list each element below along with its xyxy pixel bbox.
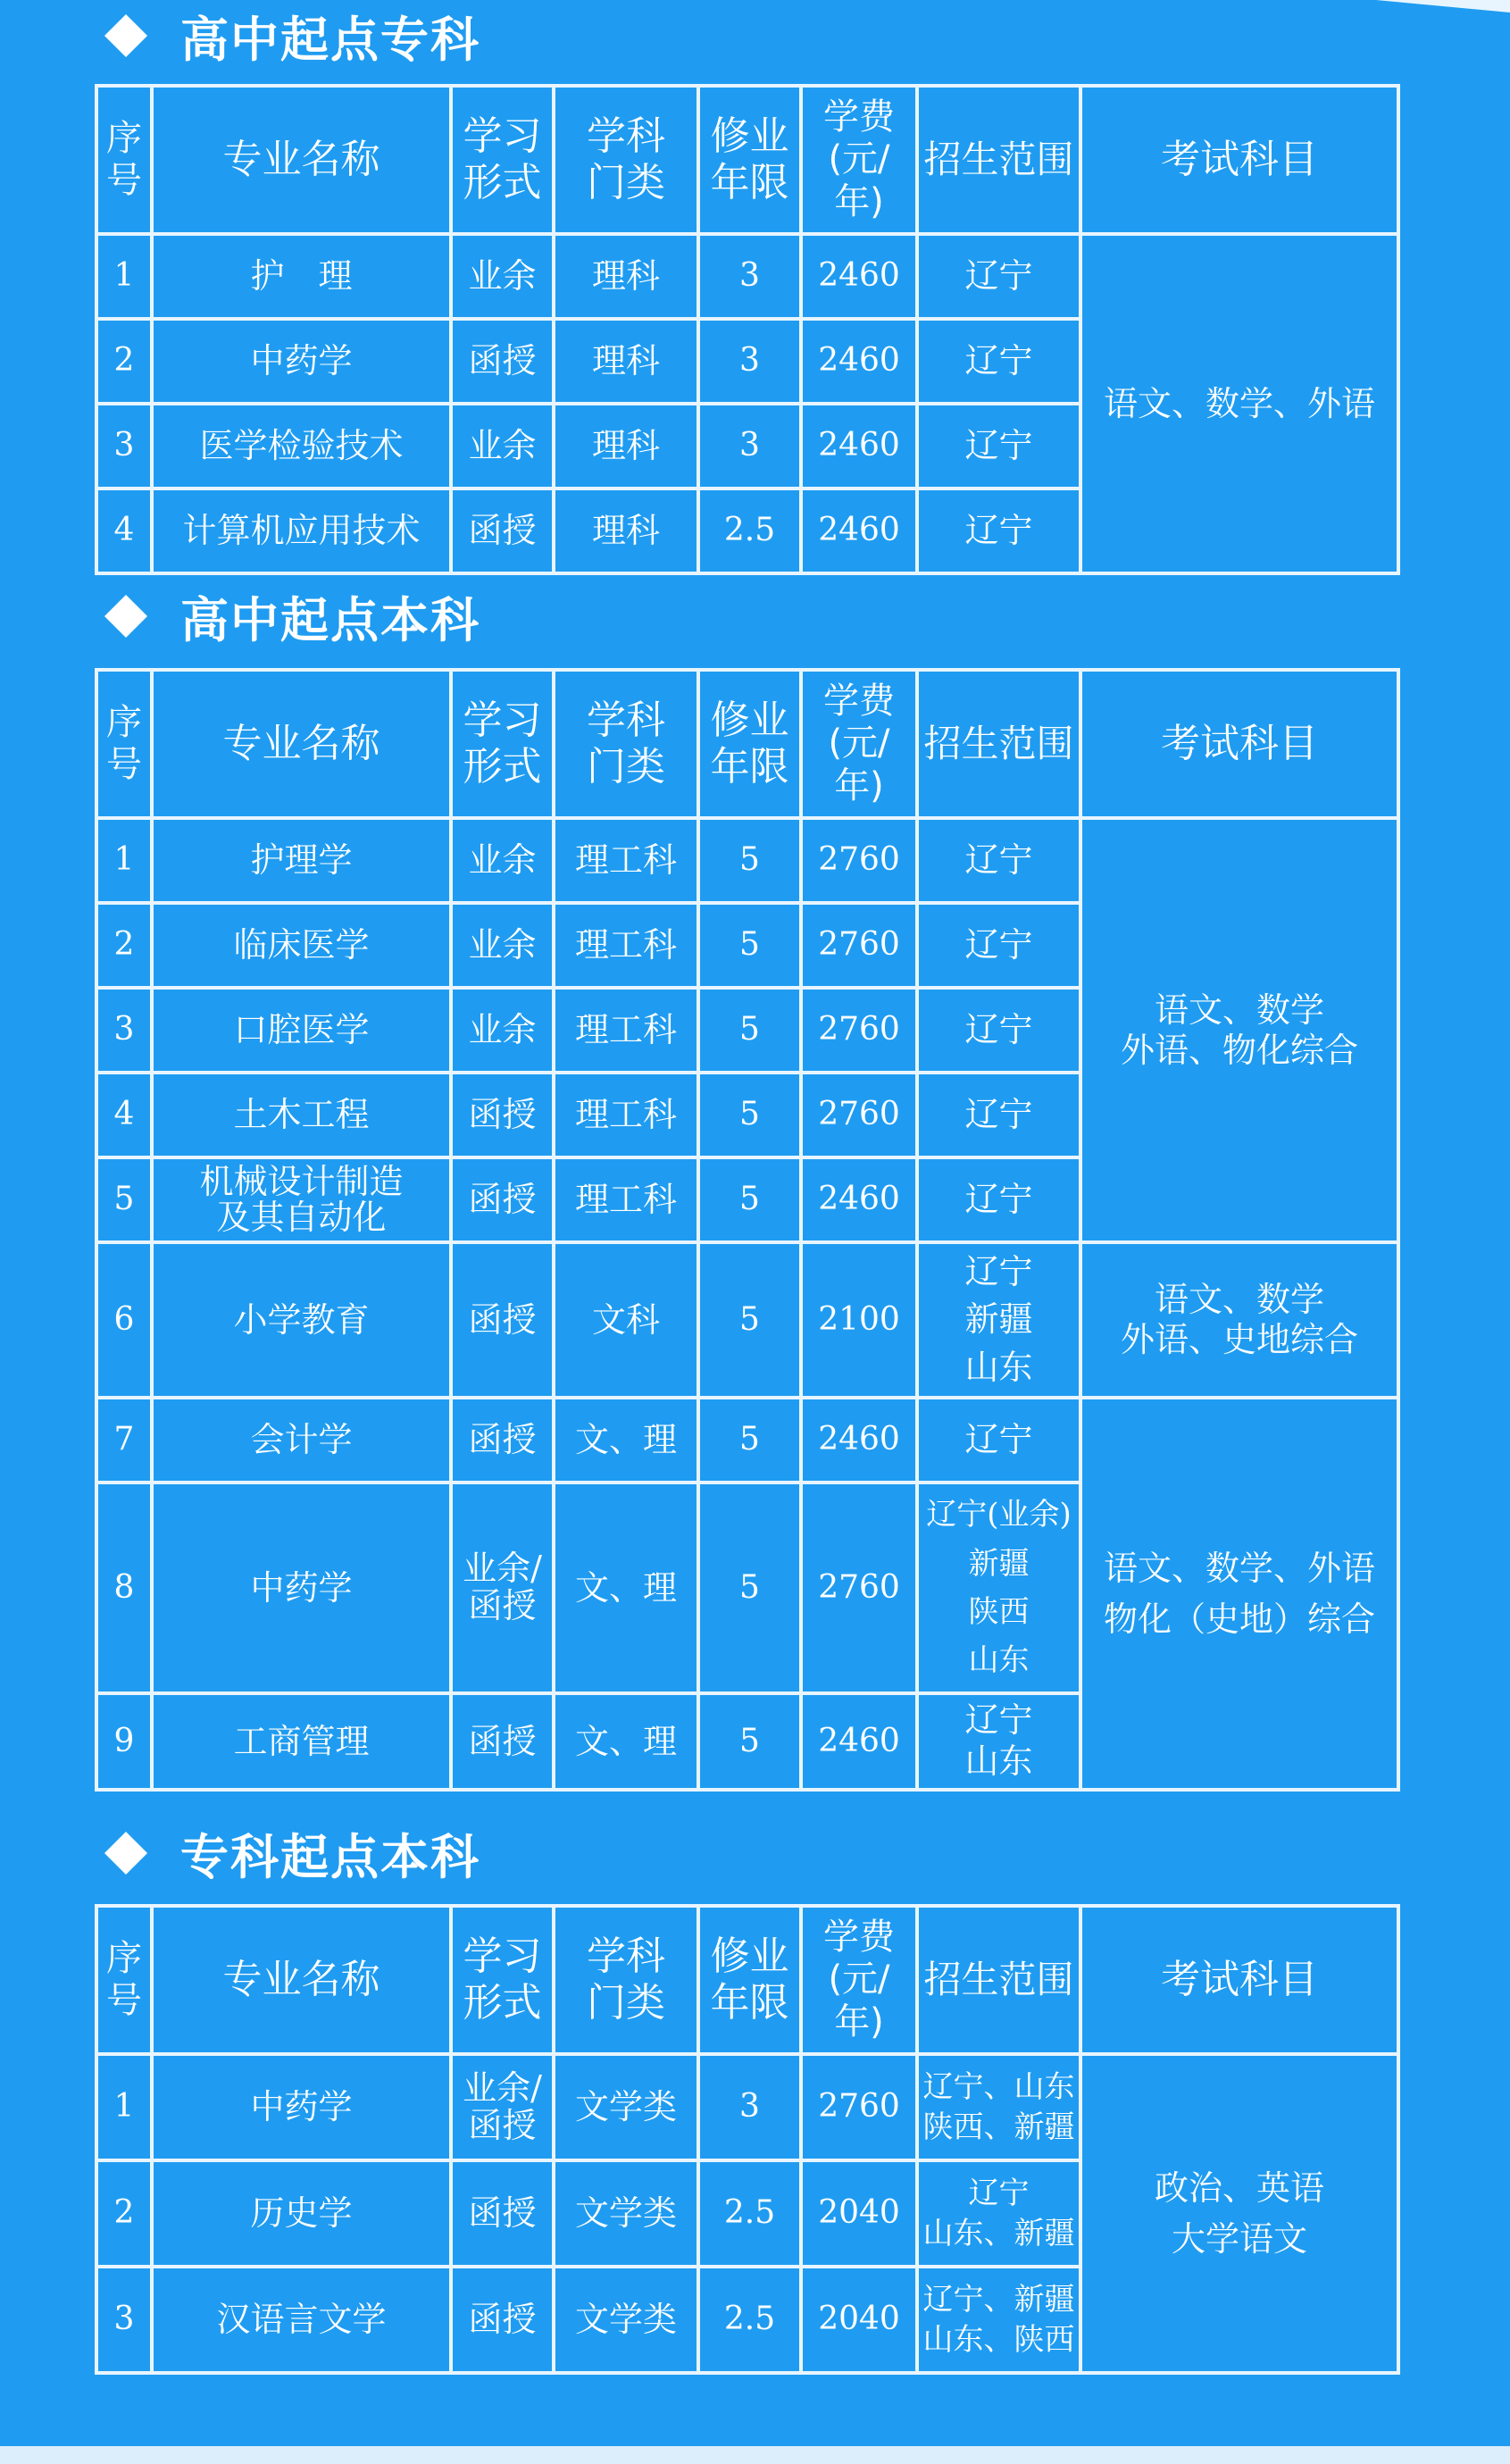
header-no: 序 号 bbox=[96, 670, 152, 818]
header-years: 修业年限 bbox=[698, 670, 801, 818]
exam-subjects: 语文、数学 外语、史地综合 bbox=[1080, 1242, 1398, 1398]
row-form: 业余/ 函授 bbox=[451, 2054, 554, 2160]
row-years: 2.5 bbox=[698, 2160, 801, 2267]
row-fee: 2760 bbox=[801, 903, 917, 988]
row-form: 业余 bbox=[451, 818, 554, 903]
section-title-text: 专科起点本科 bbox=[180, 1828, 480, 1885]
row-no: 1 bbox=[96, 2054, 152, 2160]
row-region: 辽宁 山东、新疆 bbox=[917, 2160, 1080, 2267]
header-fee: 学费(元/年) bbox=[801, 670, 917, 818]
section-title-high-school-to-junior-college bbox=[107, 0, 480, 71]
row-fee: 2460 bbox=[801, 1398, 917, 1483]
diamond-bullet-icon bbox=[104, 14, 147, 57]
row-category: 文学类 bbox=[554, 2267, 698, 2373]
row-years: 5 bbox=[698, 1483, 801, 1693]
row-major: 护理学 bbox=[152, 818, 451, 903]
row-major: 会计学 bbox=[152, 1398, 451, 1483]
header-no: 序 号 bbox=[96, 1906, 152, 2054]
row-region: 辽宁(业余) 新疆 陕西 山东 bbox=[917, 1483, 1080, 1693]
exam-subjects: 语文、数学 外语、物化综合 bbox=[1080, 818, 1398, 1242]
row-fee: 2040 bbox=[801, 2160, 917, 2267]
row-major: 中药学 bbox=[152, 319, 451, 404]
row-years: 5 bbox=[698, 903, 801, 988]
row-region: 辽宁 新疆 山东 bbox=[917, 1242, 1080, 1398]
row-fee: 2040 bbox=[801, 2267, 917, 2373]
row-category: 文、理 bbox=[554, 1398, 698, 1483]
header-major: 专业名称 bbox=[152, 1906, 451, 2054]
header-category: 学科门类 bbox=[554, 1906, 698, 2054]
row-region: 辽宁 bbox=[917, 1073, 1080, 1157]
row-major: 临床医学 bbox=[152, 903, 451, 988]
table-high-school-to-junior-college bbox=[95, 84, 1400, 575]
row-major: 土木工程 bbox=[152, 1073, 451, 1157]
row-form: 函授 bbox=[451, 2160, 554, 2267]
row-form: 函授 bbox=[451, 1073, 554, 1157]
section-title-junior-college-to-bachelor bbox=[107, 1817, 480, 1889]
row-region: 辽宁 山东 bbox=[917, 1693, 1080, 1790]
row-region: 辽宁 bbox=[917, 234, 1080, 319]
table-row bbox=[96, 234, 1398, 319]
header-subjects: 考试科目 bbox=[1080, 86, 1398, 234]
row-fee: 2760 bbox=[801, 1483, 917, 1693]
section-title-high-school-to-bachelor bbox=[107, 581, 480, 652]
row-form: 业余 bbox=[451, 234, 554, 319]
row-form: 业余 bbox=[451, 404, 554, 489]
row-region: 辽宁、新疆 山东、陕西 bbox=[917, 2267, 1080, 2373]
row-fee: 2460 bbox=[801, 1157, 917, 1242]
header-major: 专业名称 bbox=[152, 86, 451, 234]
row-form: 函授 bbox=[451, 1242, 554, 1398]
header-region: 招生范围 bbox=[917, 86, 1080, 234]
row-form: 函授 bbox=[451, 1157, 554, 1242]
header-form: 学习形式 bbox=[451, 670, 554, 818]
row-category: 理工科 bbox=[554, 1157, 698, 1242]
bottom-stripe bbox=[0, 2446, 1510, 2464]
row-major: 工商管理 bbox=[152, 1693, 451, 1790]
row-major: 中药学 bbox=[152, 2054, 451, 2160]
row-no: 2 bbox=[96, 2160, 152, 2267]
table-high-school-to-bachelor bbox=[95, 668, 1400, 1792]
exam-subjects: 语文、数学、外语 物化（史地）综合 bbox=[1080, 1398, 1398, 1790]
row-form: 业余 bbox=[451, 988, 554, 1073]
row-no: 3 bbox=[96, 988, 152, 1073]
row-years: 3 bbox=[698, 234, 801, 319]
row-fee: 2100 bbox=[801, 1242, 917, 1398]
row-fee: 2760 bbox=[801, 2054, 917, 2160]
row-category: 文、理 bbox=[554, 1693, 698, 1790]
section-title-text: 高中起点本科 bbox=[180, 591, 480, 648]
row-category: 理科 bbox=[554, 489, 698, 573]
header-years: 修业年限 bbox=[698, 1906, 801, 2054]
header-category: 学科门类 bbox=[554, 86, 698, 234]
row-category: 理科 bbox=[554, 404, 698, 489]
table-header-row bbox=[96, 86, 1398, 234]
diamond-bullet-icon bbox=[104, 1832, 147, 1875]
row-no: 7 bbox=[96, 1398, 152, 1483]
row-fee: 2760 bbox=[801, 818, 917, 903]
table-row bbox=[96, 818, 1398, 903]
row-fee: 2460 bbox=[801, 319, 917, 404]
row-region: 辽宁 bbox=[917, 489, 1080, 573]
table-row bbox=[96, 1398, 1398, 1483]
row-fee: 2460 bbox=[801, 404, 917, 489]
exam-subjects: 政治、英语 大学语文 bbox=[1080, 2054, 1398, 2373]
header-subjects: 考试科目 bbox=[1080, 1906, 1398, 2054]
row-no: 2 bbox=[96, 903, 152, 988]
row-region: 辽宁 bbox=[917, 903, 1080, 988]
row-form: 函授 bbox=[451, 1398, 554, 1483]
header-category: 学科门类 bbox=[554, 670, 698, 818]
header-no: 序 号 bbox=[96, 86, 152, 234]
header-region: 招生范围 bbox=[917, 1906, 1080, 2054]
row-years: 2.5 bbox=[698, 2267, 801, 2373]
row-category: 理工科 bbox=[554, 903, 698, 988]
row-category: 理工科 bbox=[554, 1073, 698, 1157]
row-fee: 2460 bbox=[801, 489, 917, 573]
row-no: 8 bbox=[96, 1483, 152, 1693]
row-no: 3 bbox=[96, 2267, 152, 2373]
row-major: 医学检验技术 bbox=[152, 404, 451, 489]
row-major: 汉语言文学 bbox=[152, 2267, 451, 2373]
row-fee: 2460 bbox=[801, 1693, 917, 1790]
row-no: 4 bbox=[96, 489, 152, 573]
row-category: 文、理 bbox=[554, 1483, 698, 1693]
row-no: 1 bbox=[96, 818, 152, 903]
row-no: 1 bbox=[96, 234, 152, 319]
row-years: 5 bbox=[698, 818, 801, 903]
diamond-bullet-icon bbox=[104, 595, 147, 638]
row-no: 5 bbox=[96, 1157, 152, 1242]
row-region: 辽宁 bbox=[917, 988, 1080, 1073]
row-form: 函授 bbox=[451, 2267, 554, 2373]
table-header-row bbox=[96, 670, 1398, 818]
corner-decoration bbox=[1376, 0, 1510, 13]
row-major: 口腔医学 bbox=[152, 988, 451, 1073]
row-major: 小学教育 bbox=[152, 1242, 451, 1398]
row-fee: 2460 bbox=[801, 234, 917, 319]
table-junior-college-to-bachelor bbox=[95, 1904, 1400, 2375]
row-form: 函授 bbox=[451, 319, 554, 404]
row-category: 文科 bbox=[554, 1242, 698, 1398]
row-no: 2 bbox=[96, 319, 152, 404]
row-major: 机械设计制造 及其自动化 bbox=[152, 1157, 451, 1242]
header-region: 招生范围 bbox=[917, 670, 1080, 818]
row-years: 2.5 bbox=[698, 489, 801, 573]
row-years: 3 bbox=[698, 404, 801, 489]
table-header-row bbox=[96, 1906, 1398, 2054]
row-region: 辽宁 bbox=[917, 1157, 1080, 1242]
header-fee: 学费(元/年) bbox=[801, 1906, 917, 2054]
row-region: 辽宁 bbox=[917, 818, 1080, 903]
table-row bbox=[96, 2054, 1398, 2160]
row-major: 计算机应用技术 bbox=[152, 489, 451, 573]
row-years: 5 bbox=[698, 1693, 801, 1790]
row-fee: 2760 bbox=[801, 988, 917, 1073]
header-subjects: 考试科目 bbox=[1080, 670, 1398, 818]
header-years: 修业年限 bbox=[698, 86, 801, 234]
table-row bbox=[96, 1242, 1398, 1398]
row-major: 历史学 bbox=[152, 2160, 451, 2267]
row-region: 辽宁、山东 陕西、新疆 bbox=[917, 2054, 1080, 2160]
header-form: 学习形式 bbox=[451, 1906, 554, 2054]
row-region: 辽宁 bbox=[917, 404, 1080, 489]
row-form: 业余/ 函授 bbox=[451, 1483, 554, 1693]
header-form: 学习形式 bbox=[451, 86, 554, 234]
row-no: 6 bbox=[96, 1242, 152, 1398]
row-category: 文学类 bbox=[554, 2054, 698, 2160]
row-years: 5 bbox=[698, 1242, 801, 1398]
row-years: 5 bbox=[698, 1398, 801, 1483]
row-form: 函授 bbox=[451, 489, 554, 573]
row-form: 函授 bbox=[451, 1693, 554, 1790]
header-major: 专业名称 bbox=[152, 670, 451, 818]
row-no: 4 bbox=[96, 1073, 152, 1157]
row-category: 理科 bbox=[554, 234, 698, 319]
row-fee: 2760 bbox=[801, 1073, 917, 1157]
exam-subjects: 语文、数学、外语 bbox=[1080, 234, 1398, 573]
row-category: 理工科 bbox=[554, 818, 698, 903]
row-no: 9 bbox=[96, 1693, 152, 1790]
section-title-text: 高中起点专科 bbox=[180, 11, 480, 68]
row-form: 业余 bbox=[451, 903, 554, 988]
row-category: 理科 bbox=[554, 319, 698, 404]
row-years: 5 bbox=[698, 1157, 801, 1242]
row-category: 理工科 bbox=[554, 988, 698, 1073]
row-years: 5 bbox=[698, 988, 801, 1073]
row-no: 3 bbox=[96, 404, 152, 489]
row-region: 辽宁 bbox=[917, 1398, 1080, 1483]
row-category: 文学类 bbox=[554, 2160, 698, 2267]
row-years: 3 bbox=[698, 319, 801, 404]
header-fee: 学费(元/年) bbox=[801, 86, 917, 234]
row-years: 5 bbox=[698, 1073, 801, 1157]
row-region: 辽宁 bbox=[917, 319, 1080, 404]
row-years: 3 bbox=[698, 2054, 801, 2160]
row-major: 中药学 bbox=[152, 1483, 451, 1693]
row-major: 护 理 bbox=[152, 234, 451, 319]
